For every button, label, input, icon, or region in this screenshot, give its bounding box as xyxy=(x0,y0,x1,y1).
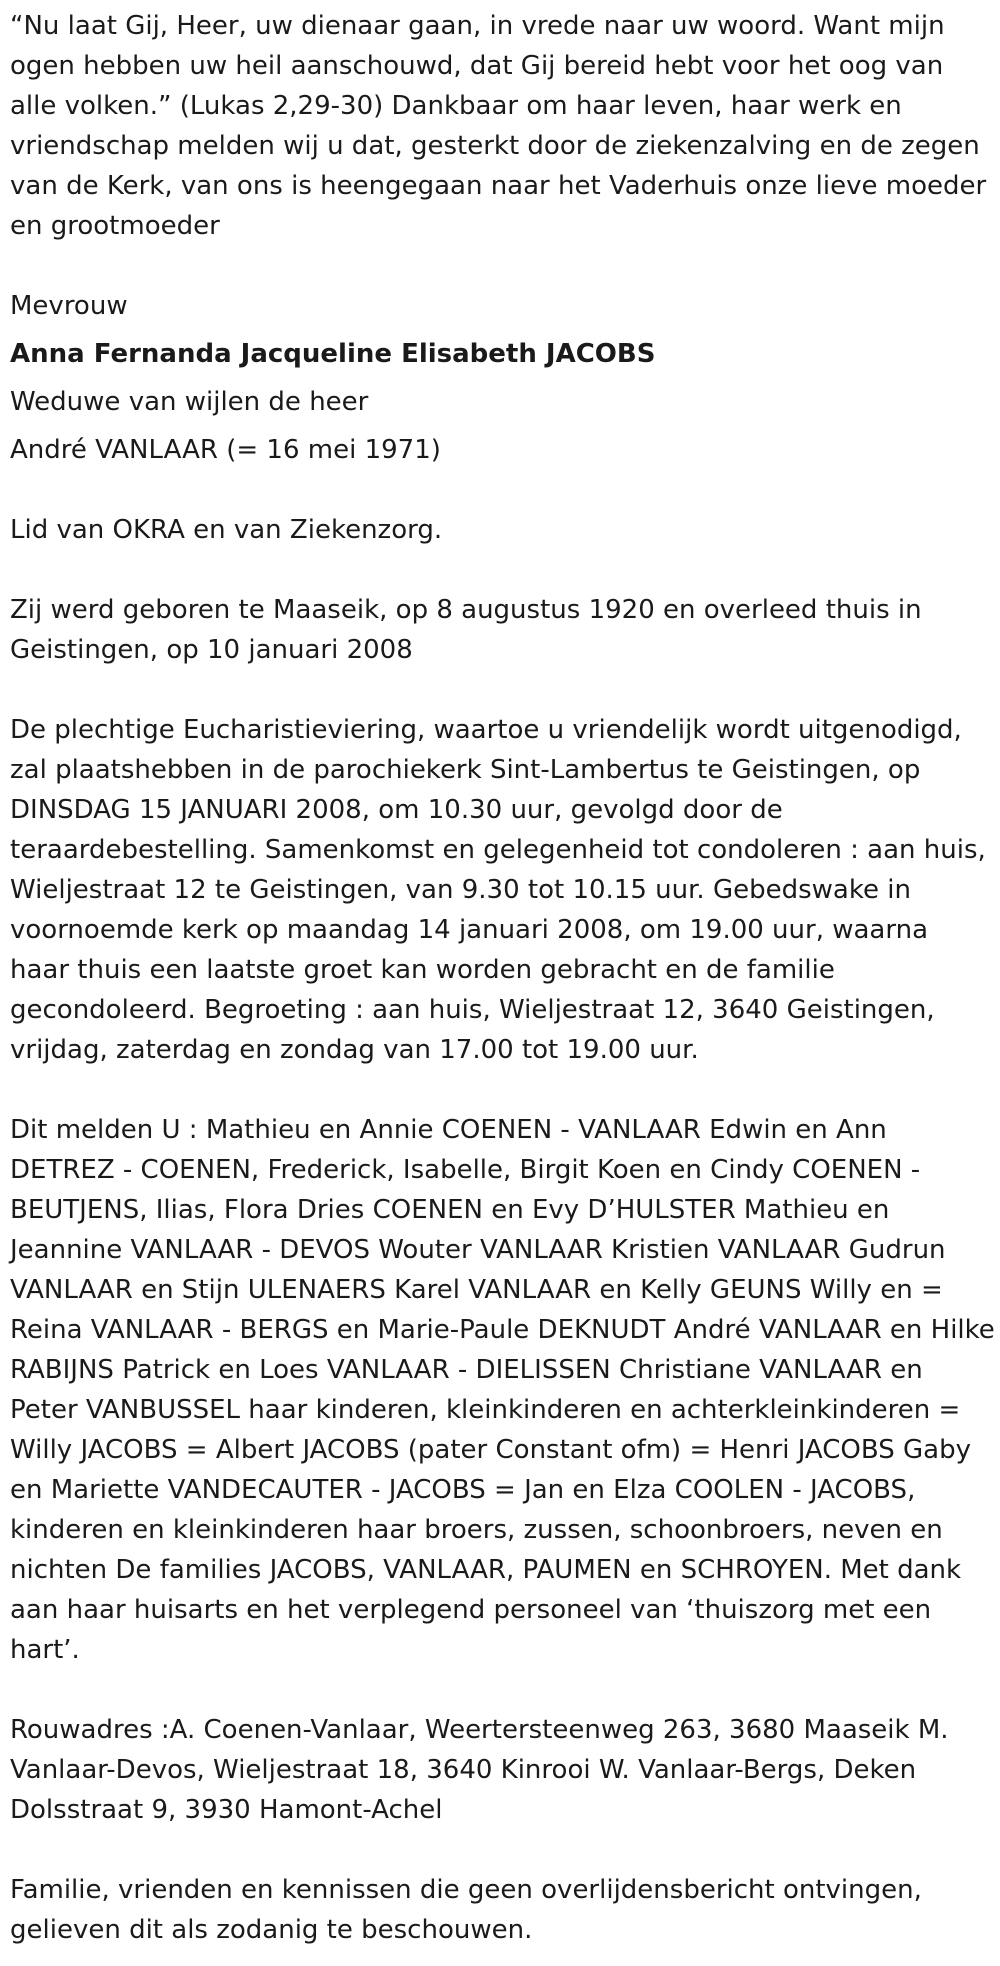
closing-paragraph: Familie, vrienden en kennissen die geen overlijdensbericht ontvingen, gelieven dit als zodanig te beschouwen. xyxy=(10,1875,922,1945)
husband-line: André VANLAAR (= 16 mei 1971) xyxy=(10,435,441,465)
deceased-block xyxy=(10,286,995,470)
address-paragraph: Rouwadres :A. Coenen-Vanlaar, Weertersteenweg 263, 3680 Maaseik M. Vanlaar-Devos, Wieljestraat 18, 3640 Kinrooi W. Vanlaar-Bergs, Deken Dolsstraat 9, 3930 Hamont-Achel xyxy=(10,1715,949,1825)
membership-paragraph: Lid van OKRA en van Ziekenzorg. xyxy=(10,515,443,545)
widow-line: Weduwe van wijlen de heer xyxy=(10,387,369,417)
deceased-name: Anna Fernanda Jacqueline Elisabeth JACOBS xyxy=(10,339,656,369)
obituary-document xyxy=(10,6,995,1950)
ceremony-paragraph: De plechtige Eucharistieviering, waartoe u vriendelijk wordt uitgenodigd, zal plaatshebben in de parochiekerk Sint-Lambertus te Geistingen, op DINSDAG 15 JANUARI 2008, om 10.30 uur, gevolgd door de teraardebestelling. Samenkomst en gelegenheid tot condoleren : aan huis, Wieljestraat 12 te Geistingen, van 9.30 tot 10.15 uur. Gebedswake in voornoemde kerk op maandag 14 januari 2008, om 19.00 uur, waarna haar thuis een laatste groet kan worden gebracht en de familie gecondoleerd. Begroeting : aan huis, Wieljestraat 12, 3640 Geistingen, vrijdag, zaterdag en zondag van 17.00 tot 19.00 uur. xyxy=(10,715,986,1065)
salutation: Mevrouw xyxy=(10,291,128,321)
birth-death-paragraph: Zij werd geboren te Maaseik, op 8 augustus 1920 en overleed thuis in Geistingen, op 10 januari 2008 xyxy=(10,595,922,665)
family-paragraph: Dit melden U : Mathieu en Annie COENEN - VANLAAR Edwin en Ann DETREZ - COENEN, Frederick, Isabelle, Birgit Koen en Cindy COENEN - BEUTJENS, Ilias, Flora Dries COENEN en Evy D’HULSTER Mathieu en Jeannine VANLAAR - DEVOS Wouter VANLAAR Kristien VANLAAR Gudrun VANLAAR en Stijn ULENAERS Karel VANLAAR en Kelly GEUNS Willy en = Reina VANLAAR - BERGS en Marie-Paule DEKNUDT André VANLAAR en Hilke RABIJNS Patrick en Loes VANLAAR - DIELISSEN Christiane VANLAAR en Peter VANBUSSEL haar kinderen, kleinkinderen en achterkleinkinderen = Willy JACOBS = Albert JACOBS (pater Constant ofm) = Henri JACOBS Gaby en Mariette VANDECAUTER - JACOBS = Jan en Elza COOLEN - JACOBS, kinderen en kleinkinderen haar broers, zussen, schoonbroers, neven en nichten De families JACOBS, VANLAAR, PAUMEN en SCHROYEN. Met dank aan haar huisarts en het verplegend personeel van ‘thuiszorg met een hart’. xyxy=(10,1115,995,1665)
opening-paragraph: “Nu laat Gij, Heer, uw dienaar gaan, in vrede naar uw woord. Want mijn ogen hebben uw heil aanschouwd, dat Gij bereid hebt voor het oog van alle volken.” (Lukas 2,29-30) Dankbaar om haar leven, haar werk en vriendschap melden wij u dat, gesterkt door de ziekenzalving en de zegen van de Kerk, van ons is heengegaan naar het Vaderhuis onze lieve moeder en grootmoeder xyxy=(10,11,987,241)
